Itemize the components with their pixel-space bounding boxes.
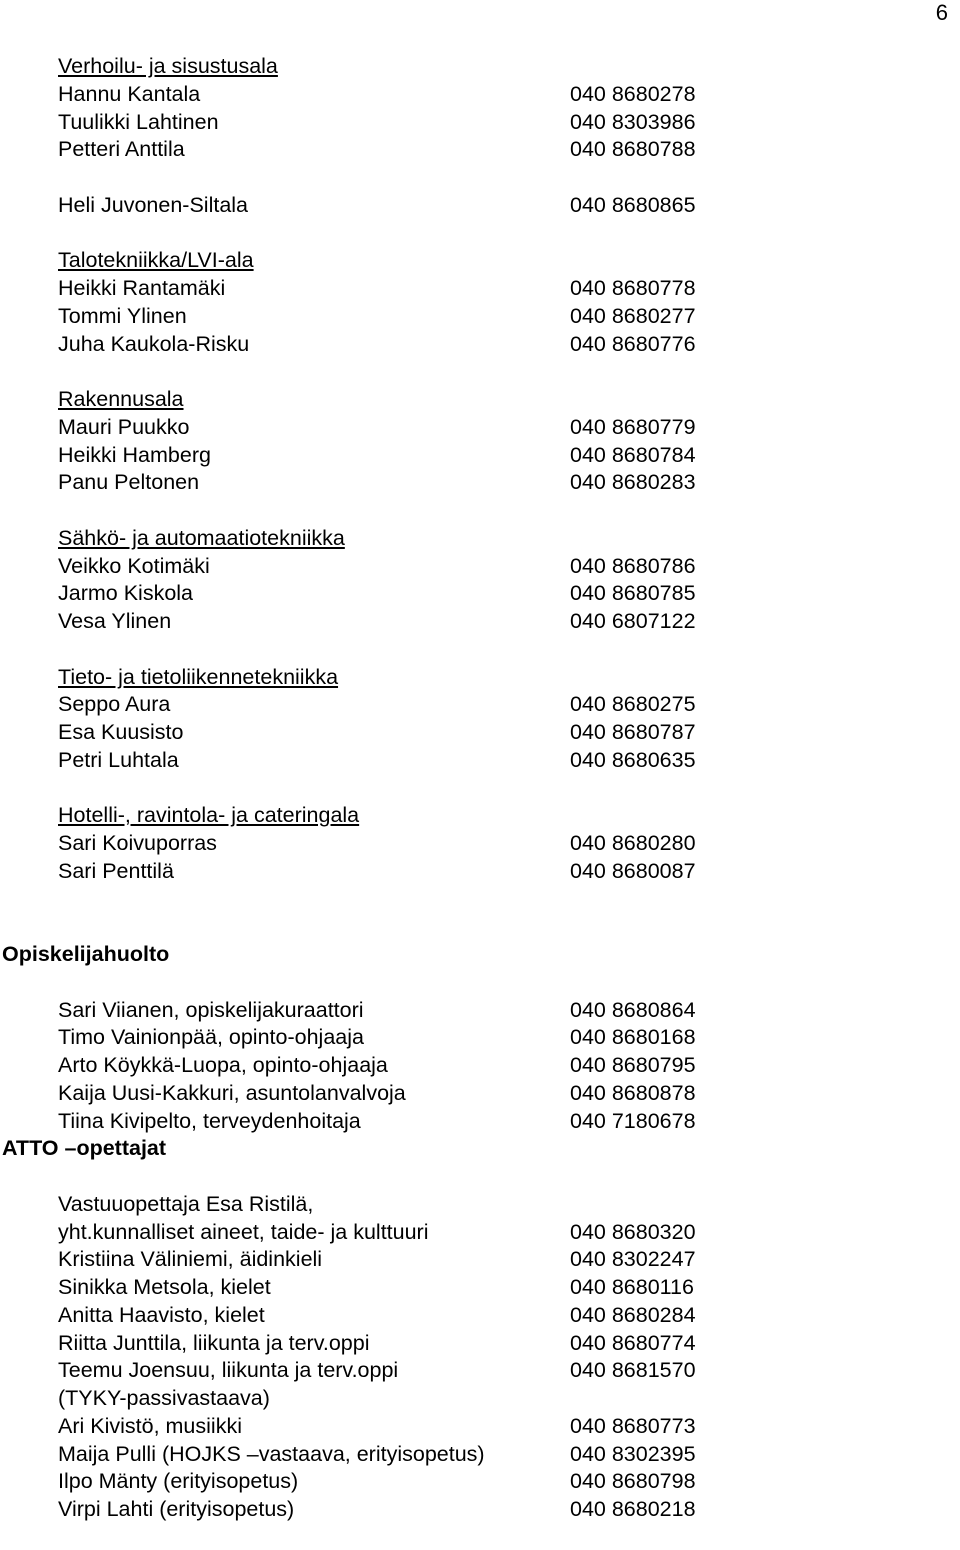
contact-row-empty [0,164,960,192]
contact-name: Sari Koivuporras [58,831,217,855]
contact-phone: 040 8680787 [570,720,696,744]
contact-row [0,830,960,858]
contact-phone: 040 8680788 [570,137,696,162]
spacer [0,497,960,525]
contact-name: Seppo Aura [58,692,171,717]
contact-row [0,1052,960,1080]
contact-row [0,136,960,164]
contact-row [0,1385,960,1413]
group-title [0,525,960,553]
contact-row [0,1330,960,1358]
contact-row [0,1468,960,1496]
contact-phone: 040 8680283 [570,470,696,495]
contact-name: Ari Kivistö, musiikki [58,1413,242,1438]
contact-name: Vastuuopettaja Esa Ristilä, [58,1191,314,1216]
contact-row [0,1191,960,1219]
contact-row [0,1302,960,1330]
group-talotekniikka [0,247,960,358]
contact-name: Kristiina Väliniemi, äidinkieli [58,1247,323,1272]
spacer [0,358,960,386]
contact-row [0,81,960,109]
contact-name: Panu Peltonen [58,470,200,495]
contact-phone: 040 8680878 [570,1080,696,1105]
contact-name: Maija Pulli (HOJKS –vastaava, erityisopetus) [58,1441,485,1466]
contact-phone: 040 8302395 [570,1441,696,1466]
spacer [0,775,960,803]
contact-phone: 040 8680284 [570,1302,696,1327]
group-title-text: Verhoilu- ja sisustusala [58,54,278,78]
group-verhoilu [0,53,960,220]
contact-row [0,1357,960,1385]
contact-phone: 040 8680635 [570,747,696,772]
group-title-text: Hotelli-, ravintola- ja cateringala [58,803,360,828]
contact-phone: 040 8680779 [570,414,696,439]
contact-name: Heikki Hamberg [58,442,211,467]
spacer [0,1163,960,1191]
contact-row [0,719,960,747]
contact-name: Ilpo Mänty (erityisopetus) [58,1469,299,1494]
contact-row [0,109,960,137]
page-number: 6 [935,0,948,25]
contact-name: Tuulikki Lahtinen [58,109,219,134]
group-title-text: Tieto- ja tietoliikennetekniikka [58,664,339,689]
contact-row [0,1413,960,1441]
contact-name: Tiina Kivipelto, terveydenhoitaja [58,1108,361,1133]
spacer [0,969,960,997]
group-title-text: Talotekniikka/LVI-ala [58,248,254,273]
section-opiskelijahuolto [0,941,960,1135]
contact-name: Timo Vainionpää, opinto-ohjaaja [58,1025,364,1050]
section-atto-opettajat [0,1135,960,1524]
contact-phone: 040 8680168 [570,1025,696,1050]
contact-row [0,1219,960,1247]
group-title [0,53,960,81]
contact-row [0,303,960,331]
contact-name: Petteri Anttila [58,137,185,162]
contact-name: Teemu Joensuu, liikunta ja terv.oppi [58,1358,399,1383]
contact-phone: 040 8680116 [570,1275,694,1299]
contact-row [0,192,960,220]
contact-phone: 040 7180678 [570,1108,696,1133]
contact-name: Hannu Kantala [58,81,201,106]
contact-phone: 040 8680774 [570,1330,696,1355]
contact-row [0,553,960,581]
contact-phone: 040 8680798 [570,1469,696,1494]
contact-phone: 040 8680786 [570,553,696,578]
group-rakennusala [0,386,960,497]
contact-name: Sari Penttilä [58,858,174,883]
contact-phone: 040 8680218 [570,1497,696,1521]
contact-phone: 040 8303986 [570,109,696,134]
contact-phone: 040 8680087 [570,858,696,883]
contact-name: Riitta Junttila, liikunta ja terv.oppi [58,1330,370,1355]
contact-row [0,331,960,359]
contact-phone: 040 8680795 [570,1053,696,1077]
contact-name: Vesa Ylinen [58,609,172,633]
contact-name: Veikko Kotimäki [58,553,210,578]
contact-document [0,53,960,1524]
group-title-text: Sähkö- ja automaatiotekniikka [58,525,345,550]
contact-name: Heikki Rantamäki [58,276,226,300]
contact-phone: 040 8680320 [570,1219,696,1244]
contact-row [0,1108,960,1136]
contact-name: Petri Luhtala [58,747,179,772]
contact-phone: 040 8680275 [570,692,696,717]
contact-name: (TYKY-passivastaava) [58,1386,270,1410]
contact-row [0,414,960,442]
contact-name: Anitta Haavisto, kielet [58,1302,265,1327]
group-title [0,247,960,275]
contact-row [0,608,960,636]
contact-row [0,1024,960,1052]
contact-phone: 040 8680277 [570,303,696,328]
contact-phone: 040 8681570 [570,1358,696,1383]
contact-phone: 040 8680773 [570,1413,696,1438]
contact-name: Arto Köykkä-Luopa, opinto-ohjaaja [58,1053,388,1077]
group-title [0,386,960,414]
contact-row [0,469,960,497]
contact-name: Kaija Uusi-Kakkuri, asuntolanvalvoja [58,1080,406,1105]
section-heading [0,941,960,969]
contact-row [0,1080,960,1108]
contact-name: Mauri Puukko [58,414,190,439]
contact-name: Sari Viianen, opiskelijakuraattori [58,997,364,1022]
contact-name: Esa Kuusisto [58,720,184,744]
contact-row [0,691,960,719]
spacer [0,886,960,914]
contact-name: yht.kunnalliset aineet, taide- ja kulttuuri [58,1219,429,1244]
spacer [0,913,960,941]
contact-phone: 040 8680785 [570,581,696,606]
group-tieto [0,664,960,775]
contact-row [0,1246,960,1274]
contact-phone: 040 8302247 [570,1247,696,1272]
section-heading-text: Opiskelijahuolto [2,942,170,966]
contact-row [0,580,960,608]
contact-phone: 040 8680278 [570,81,696,106]
group-title-text: Rakennusala [58,387,184,411]
contact-name: Juha Kaukola-Risku [58,331,250,356]
contact-name: Virpi Lahti (erityisopetus) [58,1497,295,1521]
contact-row [0,858,960,886]
contact-name: Sinikka Metsola, kielet [58,1275,271,1299]
group-title [0,802,960,830]
contact-name: Jarmo Kiskola [58,581,194,606]
group-title [0,664,960,692]
contact-phone: 040 8680280 [570,831,696,855]
contact-row [0,442,960,470]
contact-row [0,747,960,775]
spacer [0,636,960,664]
contact-phone: 040 6807122 [570,609,696,633]
contact-row [0,1496,960,1524]
contact-name: Heli Juvonen-Siltala [58,192,249,217]
contact-phone: 040 8680778 [570,276,696,300]
contact-name: Tommi Ylinen [58,303,187,328]
contact-row [0,1274,960,1302]
contact-phone: 040 8680864 [570,997,696,1022]
contact-row [0,275,960,303]
section-heading [0,1135,960,1163]
section-heading-text: ATTO –opettajat [2,1136,167,1161]
contact-row [0,1441,960,1469]
group-hotelli [0,802,960,885]
contact-row [0,997,960,1025]
spacer [0,220,960,248]
contact-phone: 040 8680784 [570,442,696,467]
group-sahko [0,525,960,636]
contact-phone: 040 8680776 [570,331,696,356]
contact-phone: 040 8680865 [570,192,696,217]
